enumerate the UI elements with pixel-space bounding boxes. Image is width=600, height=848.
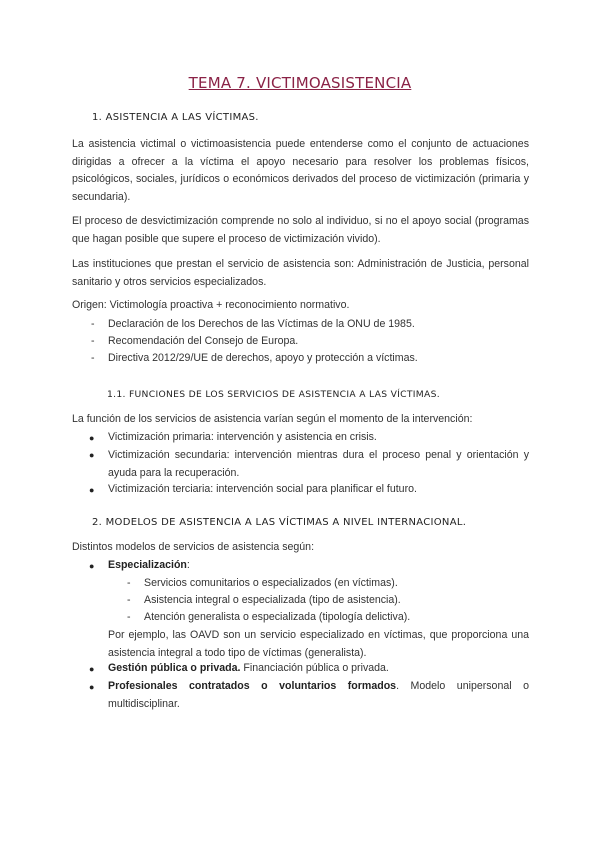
especializacion-subitem: Asistencia integral o especializada (tipo de asistencia).: [144, 594, 401, 606]
subsection-1-1-heading: 1.1. FUNCIONES DE LOS SERVICIOS DE ASISTENCIA A LAS VÍCTIMAS.: [107, 389, 440, 400]
bullet-icon: ●: [89, 682, 95, 692]
function-item: Victimización secundaria: intervención mientras dura el proceso penal y orientación y ayuda para la recuperación.: [108, 449, 529, 479]
models-intro: Distintos modelos de servicios de asistencia según:: [72, 541, 315, 553]
paragraph-definition: La asistencia victimal o victimoasistencia puede entenderse como el conjunto de actuaciones dirigidas a ofrecer a la víctima el apoyo necesario para resolver los problemas físicos, psicológicos, sociales, jurídicos o económicos derivados del proceso de victimización (primaria y secundaria).: [72, 138, 529, 203]
especializacion-label: Especialización: [108, 559, 187, 571]
especializacion-item: [108, 559, 190, 571]
bullet-icon: ●: [89, 664, 95, 674]
profesionales-label: Profesionales contratados o voluntarios formados: [108, 680, 397, 692]
dash-marker: -: [91, 335, 95, 347]
origin-item: Directiva 2012/29/UE de derechos, apoyo y protección a víctimas.: [108, 352, 418, 364]
especializacion-subitem: Atención generalista o especializada (tipología delictiva).: [144, 611, 411, 623]
profesionales-text: . Modelo unipersonal o multidisciplinar.: [108, 680, 530, 710]
gestion-item: [108, 662, 389, 674]
paragraph-desvictimizacion: El proceso de desvictimización comprende no solo al individuo, si no el apoyo social (programas que hagan posible que supere el proceso de victimización vivido).: [72, 215, 529, 245]
dash-marker: -: [91, 318, 95, 330]
especializacion-colon: :: [186, 559, 190, 571]
gestion-text: Financiación pública o privada.: [240, 662, 389, 674]
dash-marker: -: [127, 611, 131, 623]
section-2-heading: 2. MODELOS DE ASISTENCIA A LAS VÍCTIMAS A NIVEL INTERNACIONAL.: [92, 517, 467, 528]
dash-marker: -: [127, 577, 131, 589]
bullet-icon: ●: [89, 433, 95, 443]
origin-line: Origen: Victimología proactiva + reconocimiento normativo.: [72, 299, 350, 311]
bullet-icon: ●: [89, 485, 95, 495]
gestion-label: Gestión pública o privada.: [108, 662, 241, 674]
bullet-icon: ●: [89, 561, 95, 571]
page-title: TEMA 7. VICTIMOASISTENCIA: [188, 74, 412, 92]
dash-marker: -: [91, 352, 95, 364]
dash-marker: -: [127, 594, 131, 606]
paragraph-instituciones: Las instituciones que prestan el servicio de asistencia son: Administración de Justicia, personal sanitario y otros servicios especializados.: [72, 258, 529, 288]
bullet-icon: ●: [89, 450, 95, 460]
functions-intro: La función de los servicios de asistencia varían según el momento de la intervención:: [72, 413, 473, 425]
origin-item: Recomendación del Consejo de Europa.: [108, 335, 299, 347]
origin-item: Declaración de los Derechos de las Víctimas de la ONU de 1985.: [108, 318, 415, 330]
function-item: Victimización primaria: intervención y asistencia en crisis.: [108, 431, 377, 443]
section-1-heading: 1. ASISTENCIA A LAS VÍCTIMAS.: [92, 112, 259, 123]
oavd-example: Por ejemplo, las OAVD son un servicio especializado en víctimas, que proporciona una asistencia integral a todo tipo de víctimas (generalista).: [108, 629, 529, 659]
especializacion-subitem: Servicios comunitarios o especializados (en víctimas).: [144, 577, 398, 589]
function-item: Victimización terciaria: intervención social para planificar el futuro.: [108, 483, 417, 495]
profesionales-item: [108, 678, 529, 713]
